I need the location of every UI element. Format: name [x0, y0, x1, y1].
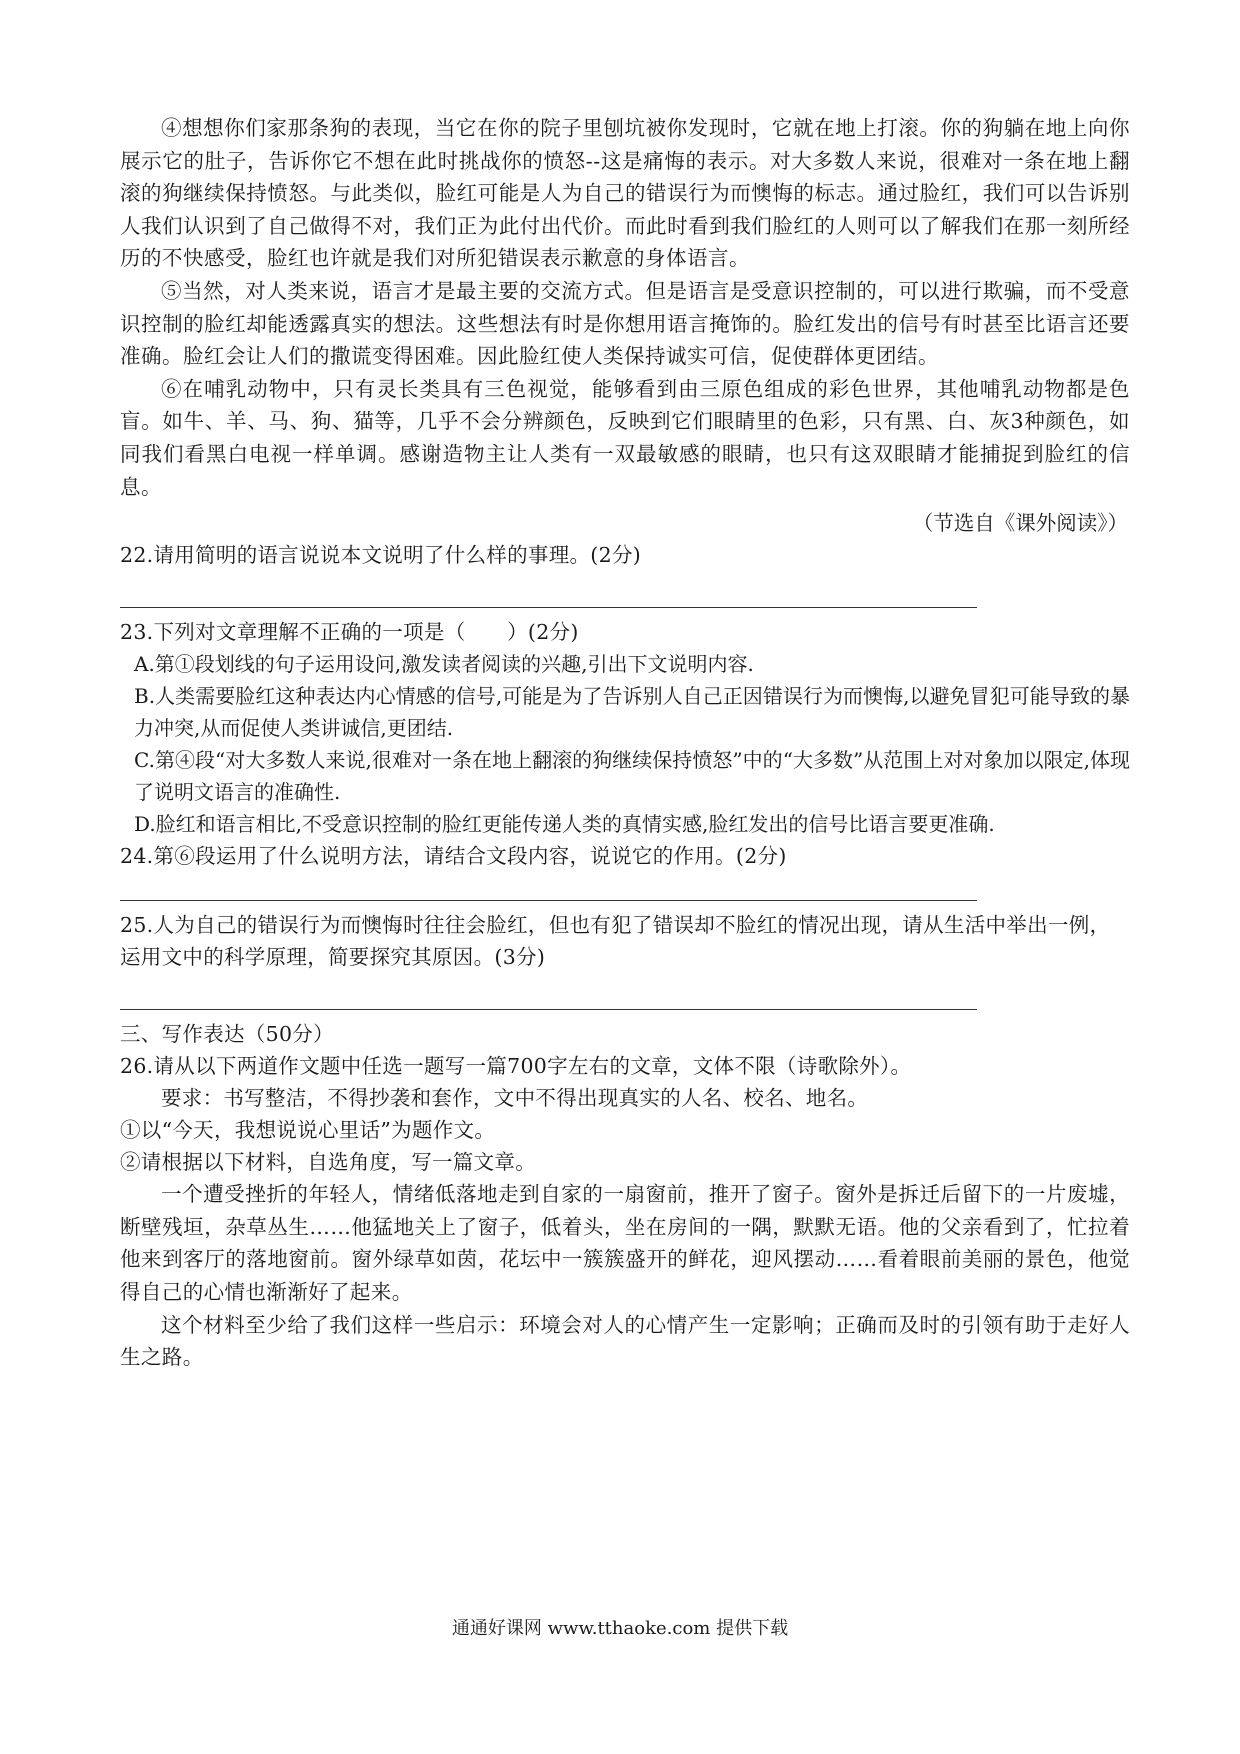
- passage-paragraph-6: ⑥在哺乳动物中，只有灵长类具有三色视觉，能够看到由三原色组成的彩色世界，其他哺乳动物都是色盲。如牛、羊、马、狗、猫等，几乎不会分辨颜色，反映到它们眼睛里的色彩，只有黑、白、灰3种颜色，如同我们看黑白电视一样单调。感谢造物主让人类有一双最敏感的眼睛，也只有这双眼睛才能捕捉到脸红的信息。: [120, 376, 1130, 499]
- option-c: C.第④段“对大多数人来说,很难对一条在地上翻滚的狗继续保持愤怒”中的“大多数”从范围上对对象加以限定,体现了说明文语言的准确性.: [134, 748, 1130, 805]
- question-25: 25.人为自己的错误行为而懊悔时往往会脸红，但也有犯了错误却不脸红的情况出现，请从生活中举出一例，运用文中的科学原理，简要探究其原因。(3分): [120, 913, 1111, 970]
- material-paragraph-1: 一个遭受挫折的年轻人，情绪低落地走到自家的一扇窗前，推开了窗子。窗外是拆迁后留下的一片废墟，断壁残垣，杂草丛生……他猛地关上了窗子，低着头，坐在房间的一隅，默默无语。他的父亲看到了，忙拉着他来到客厅的落地窗前。窗外绿草如茵，花坛中一簇簇盛开的鲜花，迎风摆动……看着眼前美丽的景色，他觉得自己的心情也渐渐好了起来。: [120, 1182, 1130, 1304]
- exam-page: [120, 112, 1130, 1374]
- passage-paragraph-5: ⑤当然，对人类来说，语言才是最主要的交流方式。但是语言是受意识控制的，可以进行欺骗，而不受意识控制的脸红却能透露真实的想法。这些想法有时是你想用语言掩饰的。脸红发出的信号有时甚至比语言还要准确。脸红会让人们的撒谎变得困难。因此脸红使人类保持诚实可信，促使群体更团结。: [120, 278, 1130, 369]
- answer-line-25[interactable]: [120, 1009, 977, 1010]
- page-footer: 通通好课网 www.tthaoke.com 提供下载: [451, 1618, 789, 1639]
- question-26: 26.请从以下两道作文题中任选一题写一篇700字左右的文章，文体不限（诗歌除外）。: [120, 1054, 912, 1079]
- option-b: B.人类需要脸红这种表达内心情感的信号,可能是为了告诉别人自己正因错误行为而懊悔,以避免冒犯可能导致的暴力冲突,从而促使人类讲诚信,更团结.: [134, 684, 1130, 741]
- passage-source: （节选自《课外阅读》）: [912, 511, 1128, 536]
- material-paragraph-2: 这个材料至少给了我们这样一些启示：环境会对人的心情产生一定影响；正确而及时的引领有助于走好人生之路。: [120, 1312, 1130, 1370]
- option-d: D.脸红和语言相比,不受意识控制的脸红更能传递人类的真情实感,脸红发出的信号比语言要更准确.: [134, 812, 995, 837]
- answer-line-22[interactable]: [120, 607, 977, 608]
- question-23: 23.下列对文章理解不正确的一项是（ ）(2分): [120, 620, 579, 645]
- question-22: 22.请用简明的语言说说本文说明了什么样的事理。(2分): [120, 543, 642, 568]
- essay-option-1: ①以“今天，我想说说心里话”为题作文。: [120, 1118, 496, 1143]
- answer-line-24[interactable]: [120, 900, 977, 901]
- essay-option-2: ②请根据以下材料，自选角度，写一篇文章。: [120, 1150, 536, 1175]
- question-26-requirements: 要求：书写整洁，不得抄袭和套作，文中不得出现真实的人名、校名、地名。: [161, 1086, 869, 1111]
- section-3-heading: 三、写作表达（50分）: [120, 1022, 334, 1047]
- passage-paragraph-4: ④想想你们家那条狗的表现，当它在你的院子里刨坑被你发现时，它就在地上打滚。你的狗躺在地上向你展示它的肚子，告诉你它不想在此时挑战你的愤怒--这是痛悔的表示。对大多数人来说，很难对一条在地上翻滚的狗继续保持愤怒。与此类似，脸红可能是人为自己的错误行为而懊悔的标志。通过脸红，我们可以告诉别人我们认识到了自己做得不对，我们正为此付出代价。而此时看到我们脸红的人则可以了解我们在那一刻所经历的不快感受，脸红也许就是我们对所犯错误表示歉意的身体语言。: [120, 116, 1130, 271]
- question-24: 24.第⑥段运用了什么说明方法，请结合文段内容，说说它的作用。(2分): [120, 844, 787, 869]
- option-a: A.第①段划线的句子运用设问,激发读者阅读的兴趣,引出下文说明内容.: [134, 652, 754, 677]
